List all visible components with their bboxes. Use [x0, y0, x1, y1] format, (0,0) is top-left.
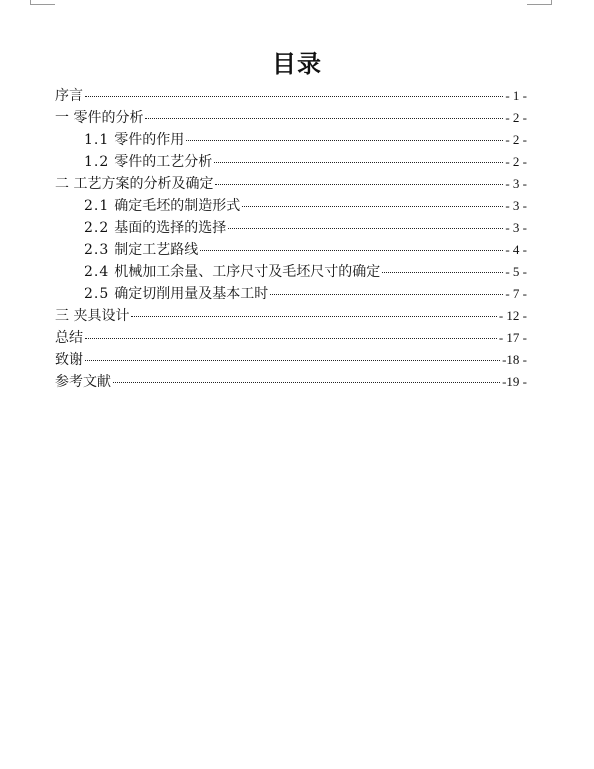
toc-entry-page: - 3 -	[505, 198, 527, 213]
dot-leader	[228, 227, 503, 229]
toc-entry-number: 2.1	[84, 198, 110, 214]
toc-entry-preface[interactable]	[55, 85, 527, 107]
toc-entry-text: 参考文献	[55, 374, 111, 390]
toc-entry-number: 1.1	[84, 132, 110, 148]
dot-leader	[131, 315, 496, 317]
toc-entry-1-2[interactable]	[55, 151, 527, 173]
dot-leader	[214, 161, 503, 163]
toc-entry-chapter-1[interactable]	[55, 107, 527, 129]
toc-entry-text: 序言	[55, 88, 83, 104]
crop-mark-left	[30, 0, 55, 5]
toc-entry-page: - 17 -	[498, 330, 527, 345]
dot-leader	[186, 139, 503, 141]
toc-entry-2-5[interactable]	[55, 283, 527, 305]
toc-entry-page: - 4 -	[505, 242, 527, 257]
toc-entry-text: 确定切削用量及基本工时	[114, 286, 269, 302]
toc-entry-2-2[interactable]	[55, 217, 527, 239]
toc-entry-text: 三 夹具设计	[55, 308, 130, 324]
dot-leader	[200, 249, 503, 251]
toc-entry-text: 确定毛坯的制造形式	[114, 198, 241, 214]
toc-entry-2-4[interactable]	[55, 261, 527, 283]
dot-leader	[85, 95, 503, 97]
dot-leader	[242, 205, 503, 207]
toc-entry-number: 1.2	[84, 154, 110, 170]
toc-entry-number: 2.5	[84, 286, 110, 302]
toc-entry-text: 致谢	[55, 352, 83, 368]
toc-entry-page: - 1 -	[505, 88, 527, 103]
toc-entry-page: - 3 -	[505, 220, 527, 235]
toc-entry-text: 机械加工余量、工序尺寸及毛坯尺寸的确定	[114, 264, 381, 280]
toc-entry-page: - 7 -	[505, 286, 527, 301]
dot-leader	[382, 271, 503, 273]
toc-entry-1-1[interactable]	[55, 129, 527, 151]
toc-entry-page: -19 -	[502, 374, 527, 389]
toc-entry-number: 2.4	[84, 264, 110, 280]
dot-leader	[85, 337, 497, 339]
toc-entry-number: 2.2	[84, 220, 110, 236]
table-of-contents	[55, 85, 527, 393]
toc-entry-2-1[interactable]	[55, 195, 527, 217]
page-title: 目录	[272, 50, 322, 78]
dot-leader	[113, 381, 500, 383]
toc-entry-acknowledgements[interactable]	[55, 349, 527, 371]
toc-entry-text: 基面的选择的选择	[114, 220, 227, 236]
toc-entry-text: 零件的工艺分析	[114, 154, 213, 170]
toc-entry-page: -18 -	[502, 352, 527, 367]
toc-entry-page: - 2 -	[505, 132, 527, 147]
toc-entry-text: 零件的作用	[114, 132, 185, 148]
toc-entry-page: - 5 -	[505, 264, 527, 279]
toc-entry-page: - 2 -	[505, 154, 527, 169]
toc-entry-text: 制定工艺路线	[114, 242, 199, 258]
toc-entry-page: - 3 -	[505, 176, 527, 191]
toc-entry-references[interactable]	[55, 371, 527, 393]
toc-entry-summary[interactable]	[55, 327, 527, 349]
toc-entry-text: 二 工艺方案的分析及确定	[55, 176, 214, 192]
dot-leader	[85, 359, 500, 361]
toc-entry-page: - 2 -	[505, 110, 527, 125]
toc-entry-text: 总结	[55, 330, 83, 346]
toc-entry-chapter-2[interactable]	[55, 173, 527, 195]
dot-leader	[145, 117, 503, 119]
toc-entry-2-3[interactable]	[55, 239, 527, 261]
crop-mark-right	[527, 0, 552, 5]
toc-entry-chapter-3[interactable]	[55, 305, 527, 327]
toc-entry-page: - 12 -	[498, 308, 527, 323]
toc-entry-number: 2.3	[84, 242, 110, 258]
dot-leader	[215, 183, 503, 185]
toc-entry-text: 一 零件的分析	[55, 110, 144, 126]
dot-leader	[270, 293, 503, 295]
